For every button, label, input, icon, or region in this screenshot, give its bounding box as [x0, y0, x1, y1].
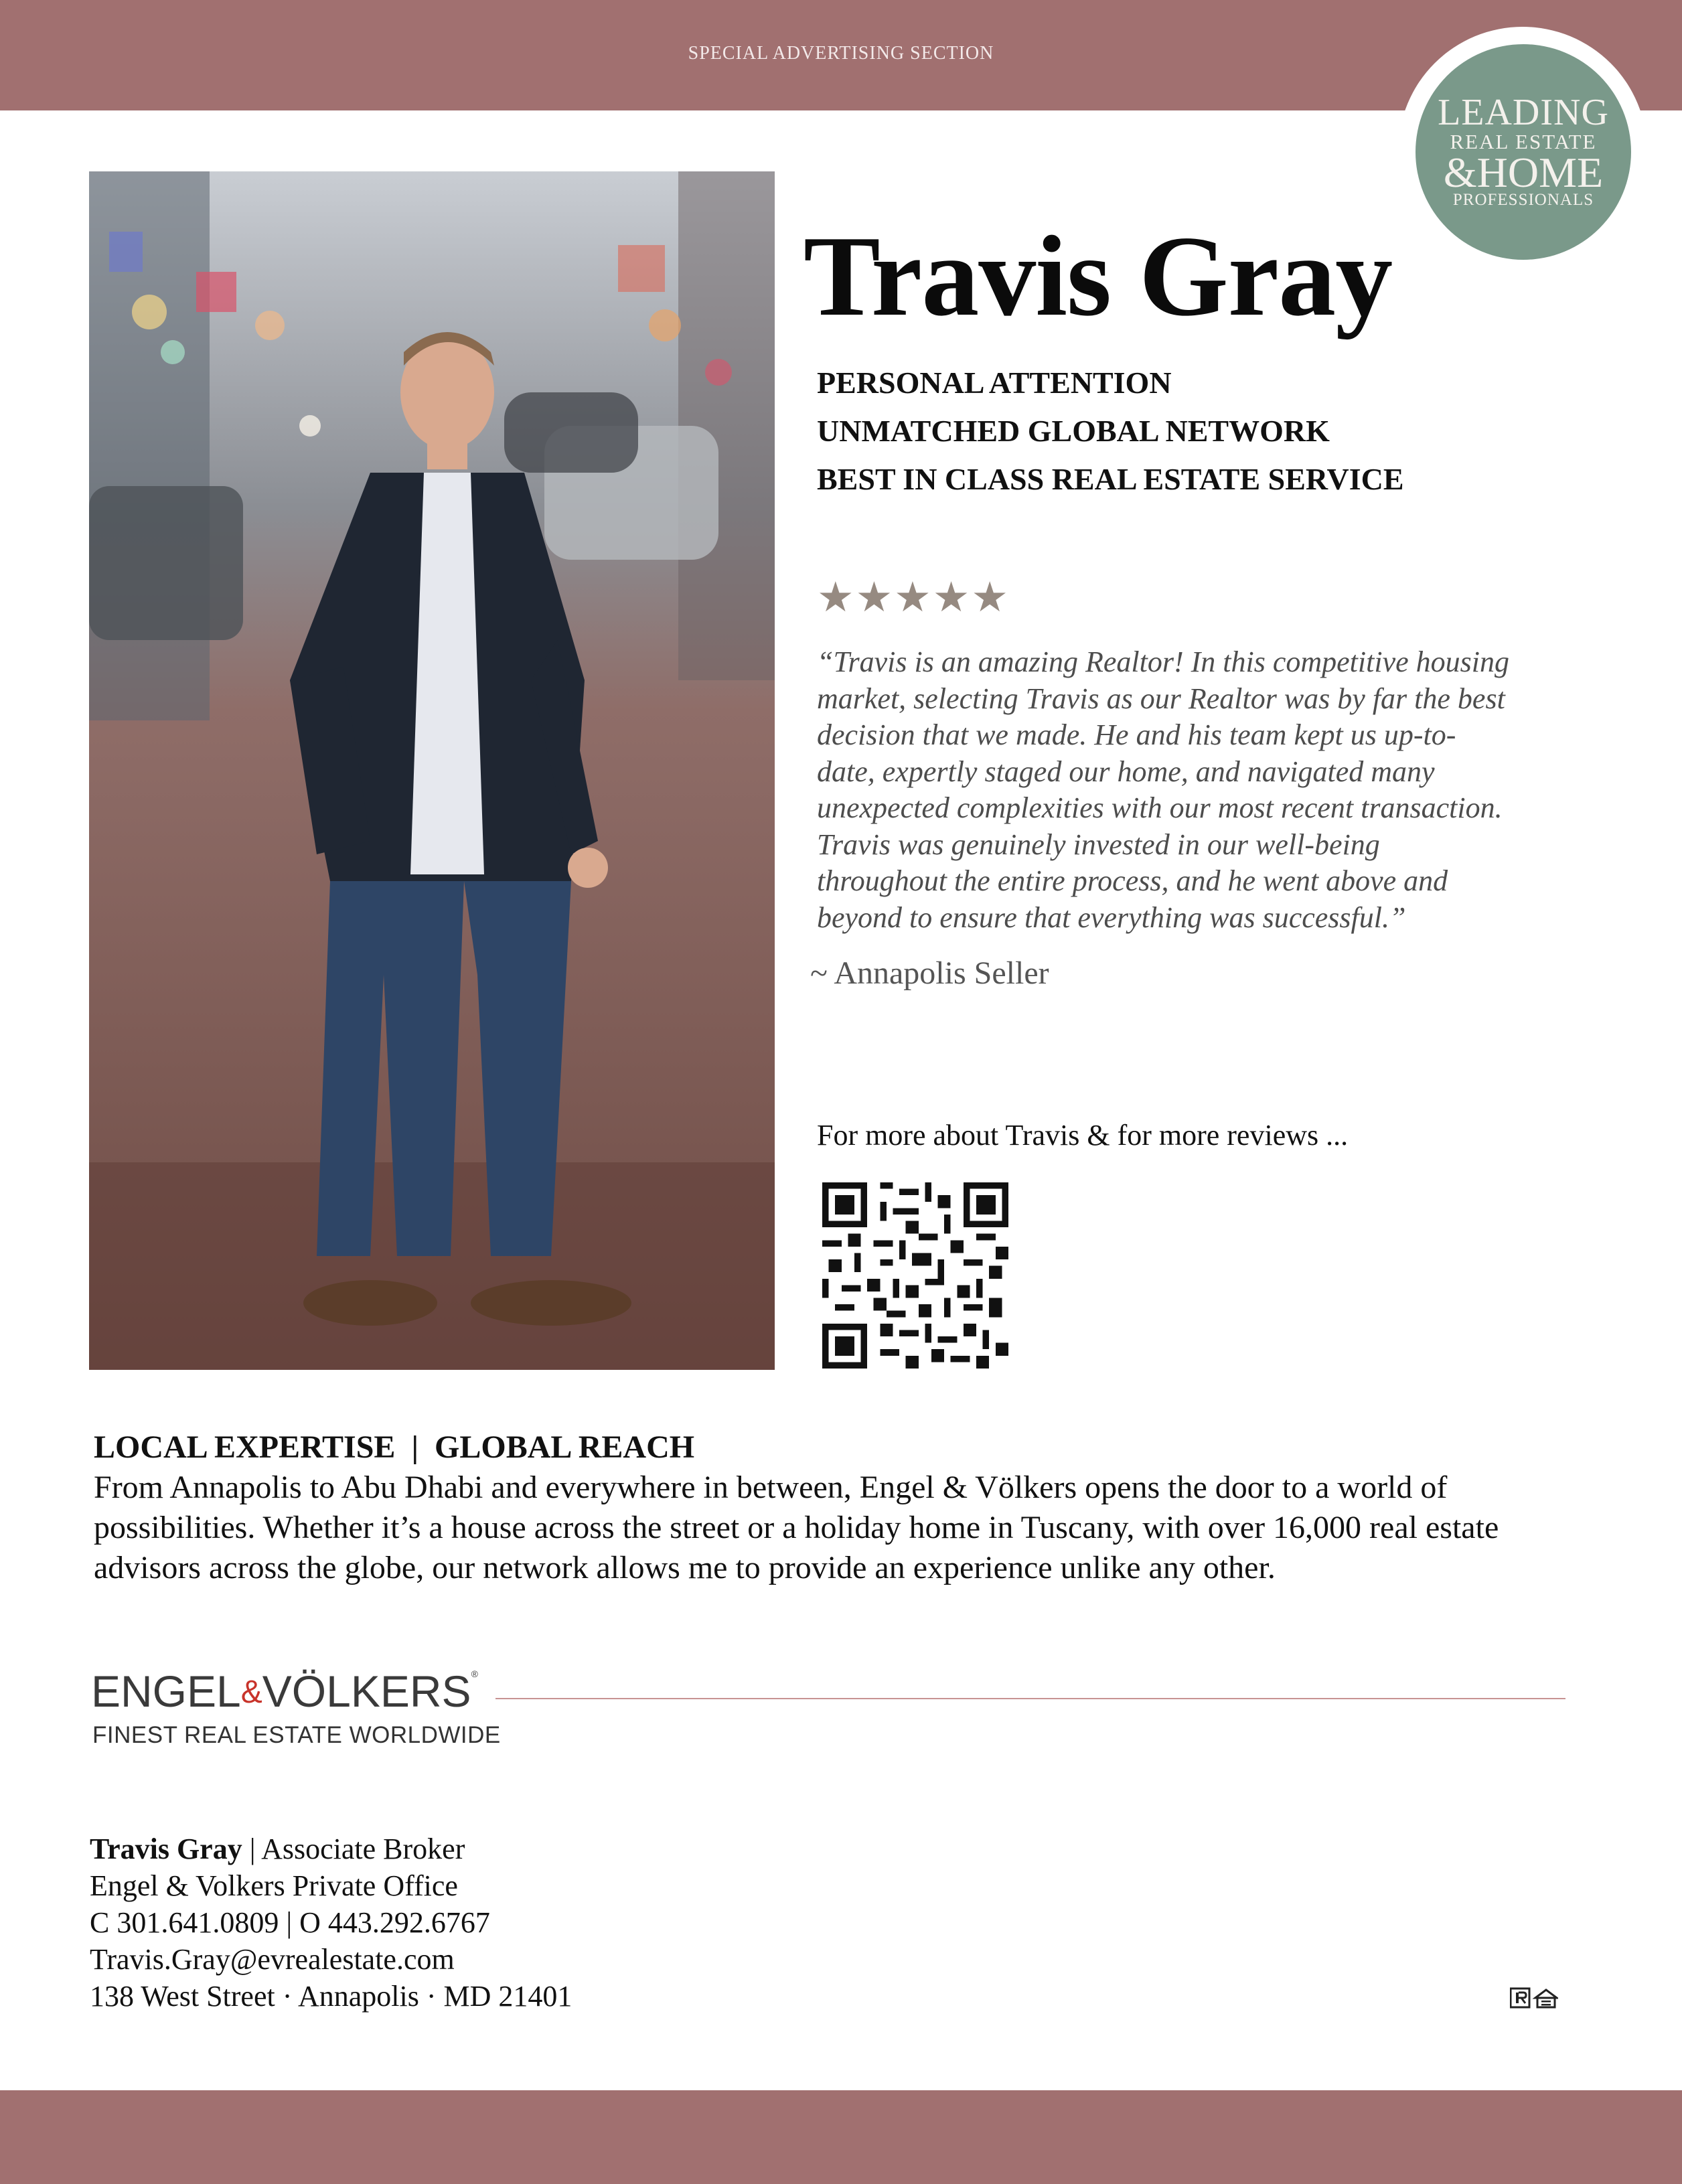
agent-name: Travis Gray	[804, 213, 1393, 340]
housing-icons	[1510, 1987, 1558, 2010]
realtor-icon	[1511, 1988, 1529, 2007]
qr-code[interactable]	[822, 1182, 1008, 1369]
contact-email[interactable]: Travis.Gray@evrealestate.com	[90, 1943, 455, 1976]
divider-line	[495, 1698, 1565, 1699]
contact-name: Travis Gray	[90, 1832, 242, 1865]
contact-address: 138 West Street · Annapolis · MD 21401	[90, 1980, 572, 2013]
bottom-band	[0, 2090, 1682, 2184]
badge-line-1: LEADING	[1438, 92, 1609, 133]
tagline-item: UNMATCHED GLOBAL NETWORK	[817, 414, 1330, 448]
leading-professionals-badge	[1416, 44, 1631, 260]
brand-left: ENGEL	[91, 1666, 241, 1716]
expertise-heading: LOCAL EXPERTISE | GLOBAL REACH	[94, 1429, 695, 1465]
expertise-body: From Annapolis to Abu Dhabi and everywhere in between, Engel & Völkers opens the door to a world of possibilities. Whether it’s a house across the street or a holiday home in Tuscany, with over 16,000 real estate advisors across the globe, our network allows me to provide an experience unlike any other.	[94, 1470, 1499, 1585]
tagline-item: PERSONAL ATTENTION	[817, 366, 1172, 400]
equal-housing-icon	[1535, 1990, 1557, 2007]
badge-line-2: REAL ESTATE	[1450, 130, 1597, 153]
contact-office: Engel & Volkers Private Office	[90, 1869, 458, 1902]
advertising-label: SPECIAL ADVERTISING SECTION	[688, 43, 994, 64]
agent-photo	[89, 171, 775, 1370]
badge-line-3: &HOME	[1443, 149, 1604, 196]
more-info-text: For more about Travis & for more reviews ...	[817, 1119, 1349, 1152]
brand-registered-mark: ®	[471, 1668, 478, 1679]
five-star-rating-icon: ★★★★★	[817, 572, 1010, 621]
testimonial-quote: “Travis is an amazing Realtor! In this competitive housing market, selecting Travis as our Realtor was by far the best decision that we made. He and his team kept us up-to-date, expertly staged our home, and navigated many unexpected complexities with our most recent transaction. Travis was genuinely invested in our well-being throughout the entire process, and he went above and beyond to ensure that everything was successful.”	[817, 645, 1509, 934]
tagline-item: BEST IN CLASS REAL ESTATE SERVICE	[817, 462, 1404, 496]
brand-tagline: FINEST REAL ESTATE WORLDWIDE	[92, 1722, 501, 1748]
badge-line-4: PROFESSIONALS	[1452, 191, 1594, 209]
contact-name-line	[90, 1830, 572, 1867]
contact-block	[90, 1830, 572, 2015]
contact-title: | Associate Broker	[242, 1832, 465, 1865]
testimonial-attribution: ~ Annapolis Seller	[810, 955, 1049, 991]
contact-phones: C 301.641.0809 | O 443.292.6767	[90, 1906, 490, 1939]
engel-volkers-logo	[91, 1666, 478, 1717]
agent-photo-illustration	[89, 171, 775, 1370]
taglines	[817, 359, 1404, 503]
brand-amp: &	[240, 1674, 262, 1710]
brand-right: VÖLKERS	[262, 1666, 471, 1716]
